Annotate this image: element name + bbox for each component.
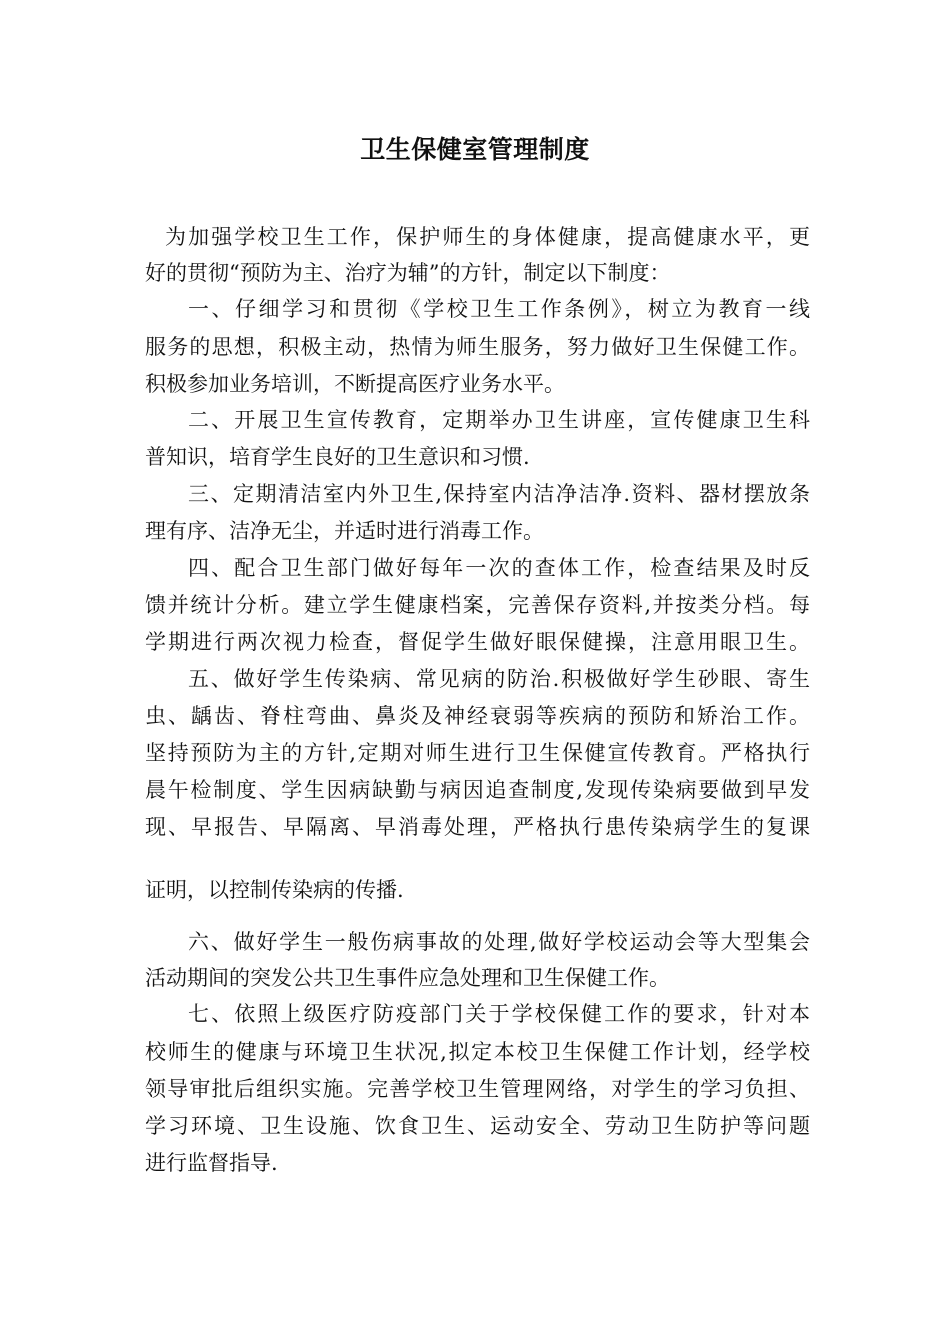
item-3-line-2: 理有序、洁净无尘，并适时进行消毒工作。 <box>145 519 544 543</box>
item-5-line-3: 坚持预防为主的方针,定期对师生进行卫生保健宣传教育。严格执行 <box>145 741 810 765</box>
item-6-line-1: 六、做好学生一般伤病事故的处理,做好学校运动会等大型集会 <box>188 930 810 954</box>
item-7-line-5: 进行监督指导. <box>145 1151 278 1175</box>
item-4-line-3: 学期进行两次视力检查，督促学生做好眼保健操，注意用眼卫生。 <box>145 630 810 654</box>
intro-line-1: 为加强学校卫生工作，保护师生的身体健康，提高健康水平，更 <box>165 225 810 249</box>
item-5-line-2: 虫、龋齿、脊柱弯曲、鼻炎及神经衰弱等疾病的预防和矫治工作。 <box>145 704 810 728</box>
item-2-line-1: 二、开展卫生宣传教育，定期举办卫生讲座，宣传健康卫生科 <box>188 408 810 432</box>
document-title: 卫生保健室管理制度 <box>360 135 590 164</box>
item-1-line-3: 积极参加业务培训，不断提高医疗业务水平。 <box>145 372 565 396</box>
item-2-line-2: 普知识，培育学生良好的卫生意识和习惯. <box>145 445 530 469</box>
item-5-line-1: 五、做好学生传染病、常见病的防治.积极做好学生砂眼、寄生 <box>188 667 810 691</box>
intro-line-2: 好的贯彻“预防为主、治疗为辅”的方针，制定以下制度： <box>145 261 671 285</box>
item-4-line-2: 馈并统计分析。建立学生健康档案，完善保存资料,并按类分档。每 <box>145 593 810 617</box>
item-6-line-2: 活动期间的突发公共卫生事件应急处理和卫生保健工作。 <box>145 966 670 990</box>
item-4-line-1: 四、配合卫生部门做好每年一次的查体工作，检查结果及时反 <box>188 556 810 580</box>
item-1-line-2: 服务的思想，积极主动，热情为师生服务，努力做好卫生保健工作。 <box>145 335 810 359</box>
item-1-line-1: 一、仔细学习和贯彻《学校卫生工作条例》，树立为教育一线 <box>188 297 810 321</box>
item-7-line-1: 七、依照上级医疗防疫部门关于学校保健工作的要求，针对本 <box>188 1002 810 1026</box>
item-5-line-5: 现、早报告、早隔离、早消毒处理，严格执行患传染病学生的复课 <box>145 815 810 839</box>
item-5-line-4: 晨午检制度、学生因病缺勤与病因追查制度,发现传染病要做到早发 <box>145 778 810 802</box>
item-3-line-1: 三、定期清洁室内外卫生,保持室内洁净洁净.资料、器材摆放条 <box>188 482 810 506</box>
item-7-line-2: 校师生的健康与环境卫生状况,拟定本校卫生保健工作计划，经学校 <box>145 1040 810 1064</box>
item-7-line-3: 领导审批后组织实施。完善学校卫生管理网络，对学生的学习负担、 <box>145 1077 810 1101</box>
item-5-line-6: 证明，以控制传染病的传播. <box>145 878 404 902</box>
item-7-line-4: 学习环境、卫生设施、饮食卫生、运动安全、劳动卫生防护等问题 <box>145 1114 810 1138</box>
